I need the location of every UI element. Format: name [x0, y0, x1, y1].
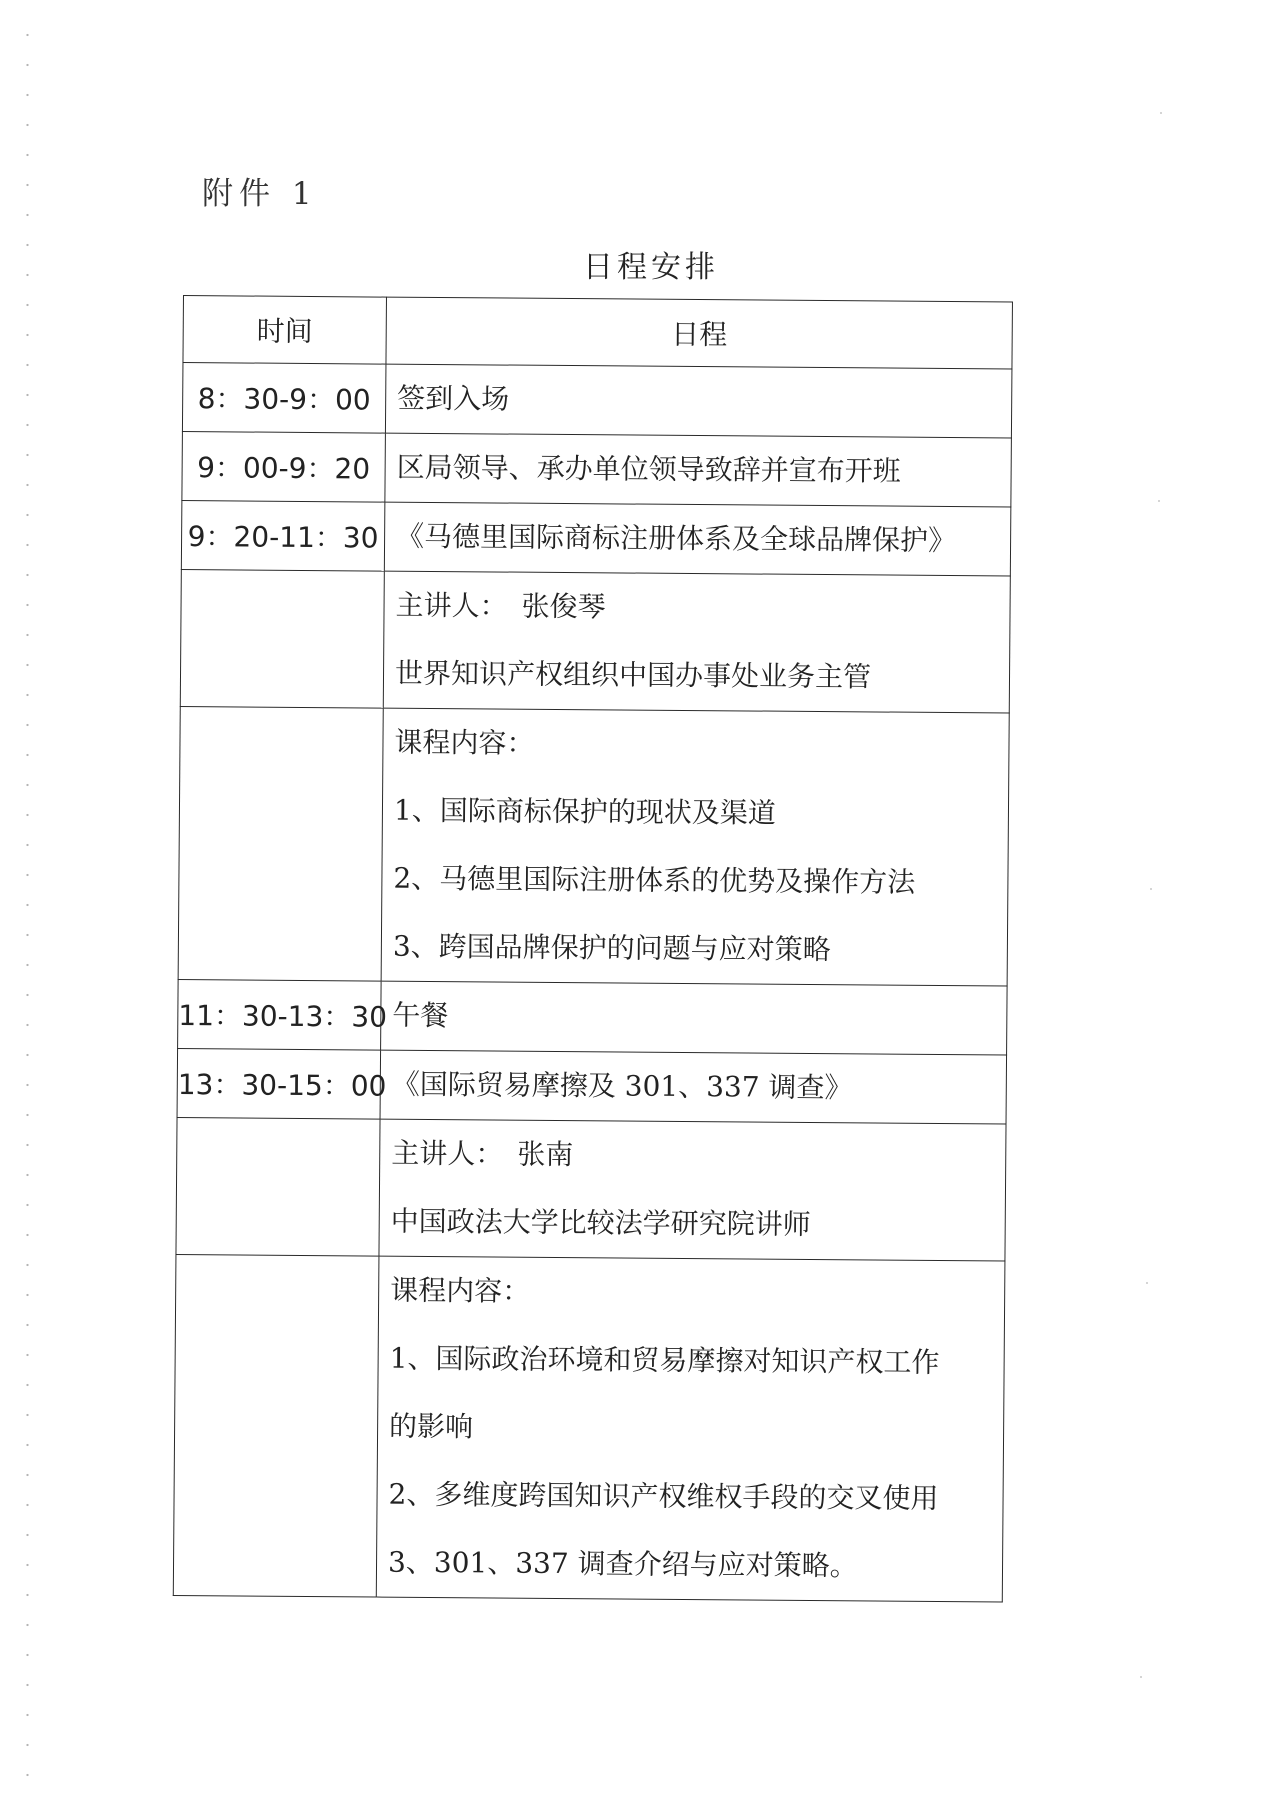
- schedule-cell: [381, 981, 1008, 1055]
- table-header-row: [183, 296, 1013, 370]
- schedule-line: 主讲人： 张俊琴: [395, 588, 606, 624]
- schedule-line: 中国政法大学比较法学研究院讲师: [390, 1204, 811, 1241]
- time-cell: 8：30-9：00: [182, 363, 386, 434]
- scan-speck: [1158, 500, 1160, 502]
- schedule-cell: [383, 571, 1010, 713]
- schedule-line: 1、国际政治环境和贸易摩擦对知识产权工作: [389, 1341, 940, 1379]
- scan-speck: [1140, 1676, 1142, 1678]
- schedule-table: [173, 295, 1013, 1602]
- table-row: [173, 1254, 1005, 1602]
- scan-edge-dots: [26, 20, 29, 1780]
- time-cell: 13：30-15：00: [177, 1048, 381, 1119]
- table-row: [178, 979, 1008, 1055]
- time-cell: 9：20-11：30: [181, 500, 385, 571]
- schedule-line: 3、跨国品牌保护的问题与应对策略: [392, 929, 831, 967]
- page-title: 日程安排: [583, 250, 719, 285]
- schedule-line: 区局领导、承办单位领导致辞并宣布开班: [396, 450, 901, 488]
- table-row: [181, 500, 1011, 576]
- column-header-schedule: 日程: [386, 297, 1013, 369]
- table-row: [182, 363, 1012, 439]
- schedule-line: 2、多维度跨国知识产权维权手段的交叉使用: [388, 1477, 939, 1515]
- table-row: [176, 1117, 1006, 1261]
- table-row: [178, 706, 1009, 986]
- time-cell: 11：30-13：30: [178, 979, 382, 1050]
- scan-speck: [1146, 1282, 1148, 1284]
- schedule-line: 3、301、337 调查介绍与应对策略。: [387, 1545, 858, 1583]
- scan-speck: [1160, 112, 1162, 114]
- schedule-line: 《国际贸易摩擦及 301、337 调查》: [391, 1067, 853, 1105]
- schedule-cell: [380, 1050, 1007, 1124]
- time-cell: [173, 1254, 379, 1597]
- scan-speck: [1150, 888, 1152, 890]
- table-row: [182, 431, 1012, 507]
- time-cell: 9：00-9：20: [182, 431, 386, 502]
- schedule-cell: [385, 364, 1012, 438]
- table-row: [177, 1048, 1007, 1124]
- schedule-line: 签到入场: [397, 381, 510, 416]
- schedule-cell: [385, 433, 1012, 507]
- schedule-cell: [384, 502, 1011, 576]
- schedule-line: 午餐: [392, 998, 449, 1033]
- time-cell: [176, 1117, 380, 1256]
- schedule-line: 课程内容：: [394, 725, 535, 760]
- schedule-line: 1、国际商标保护的现状及渠道: [393, 793, 776, 830]
- schedule-line: 世界知识产权组织中国办事处业务主管: [394, 656, 872, 694]
- time-cell: [178, 706, 383, 981]
- table-row: [180, 569, 1010, 713]
- schedule-line: 主讲人： 张南: [391, 1136, 574, 1172]
- column-header-time: 时间: [183, 296, 387, 365]
- time-cell: [180, 569, 384, 708]
- schedule-body: [173, 363, 1012, 1602]
- schedule-cell: [379, 1119, 1006, 1261]
- schedule-line: 的影响: [388, 1409, 474, 1444]
- schedule-cell: [376, 1256, 1005, 1602]
- schedule-cell: [381, 708, 1009, 986]
- schedule-line: 《马德里国际商标注册体系及全球品牌保护》: [395, 519, 957, 558]
- schedule-line: 2、马德里国际注册体系的优势及操作方法: [393, 861, 916, 899]
- attachment-label: 附件 1: [202, 176, 318, 212]
- schedule-line: 课程内容：: [390, 1273, 531, 1308]
